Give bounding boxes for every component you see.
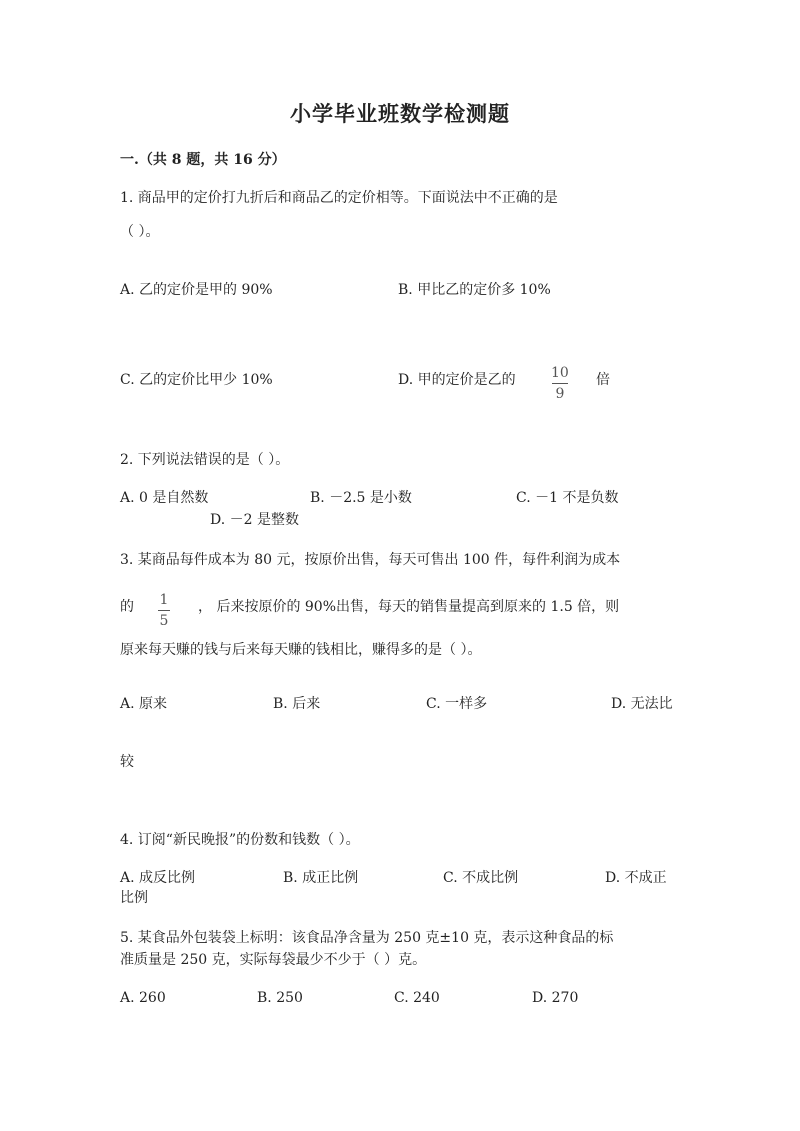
q4-option-d-wrap: 比例	[120, 890, 148, 906]
section-heading: 一.（共 8 题，共 16 分）	[120, 152, 286, 168]
q5-stem-line2: 准质量是 250 克，实际每袋最少不少于（ ）克。	[120, 952, 427, 968]
q3-fraction	[158, 592, 170, 629]
q1-option-b: B. 甲比乙的定价多 10%	[398, 282, 551, 298]
q4-option-d: D. 不成正	[605, 870, 667, 886]
q5-stem-line1: 5. 某食品外包装袋上标明：该食品净含量为 250 克±10 克，表示这种食品的标	[120, 930, 614, 946]
q3-option-b: B. 后来	[273, 696, 321, 712]
q3-stem-prefix: 的	[120, 599, 134, 615]
q3-option-d-wrap: 较	[120, 754, 134, 770]
fraction-denominator: 5	[159, 613, 169, 629]
fraction-denominator: 9	[555, 386, 565, 402]
q2-option-b: B. －2.5 是小数	[310, 490, 412, 506]
q1-option-d-fraction	[551, 365, 569, 402]
q2-option-a: A. 0 是自然数	[120, 490, 209, 506]
q5-option-c: C. 240	[394, 990, 440, 1006]
q4-option-b: B. 成正比例	[283, 870, 359, 886]
q1-stem-line1: 1. 商品甲的定价打九折后和商品乙的定价相等。下面说法中不正确的是	[120, 190, 558, 206]
q3-option-c: C. 一样多	[426, 696, 488, 712]
q1-option-c: C. 乙的定价比甲少 10%	[120, 372, 273, 388]
q5-option-b: B. 250	[257, 990, 303, 1006]
q3-stem-line2: ， 后来按原价的 90%出售，每天的销售量提高到原来的 1.5 倍，则	[198, 599, 620, 615]
q4-option-c: C. 不成比例	[443, 870, 519, 886]
q3-option-d: D. 无法比	[611, 696, 673, 712]
q3-option-a: A. 原来	[120, 696, 168, 712]
q2-option-d: D. －2 是整数	[210, 512, 299, 528]
page-title: 小学毕业班数学检测题	[290, 101, 510, 126]
q5-option-d: D. 270	[532, 990, 579, 1006]
fraction-numerator: 10	[551, 365, 569, 381]
q1-stem-line2: （ ）。	[120, 224, 160, 240]
q5-option-a: A. 260	[120, 990, 166, 1006]
q1-option-d-suffix: 倍	[596, 372, 610, 388]
fraction-bar	[552, 383, 568, 384]
fraction-numerator: 1	[159, 592, 169, 608]
fraction-bar	[158, 610, 170, 611]
q4-stem: 4. 订阅“新民晚报”的份数和钱数（ ）。	[120, 832, 360, 848]
q2-option-c: C. －1 不是负数	[516, 490, 619, 506]
q3-stem-line3: 原来每天赚的钱与后来每天赚的钱相比，赚得多的是（ ）。	[120, 642, 482, 658]
q1-option-d-prefix: D. 甲的定价是乙的	[398, 372, 516, 388]
q2-stem: 2. 下列说法错误的是（ ）。	[120, 452, 290, 468]
q4-option-a: A. 成反比例	[120, 870, 196, 886]
q1-option-a: A. 乙的定价是甲的 90%	[120, 282, 273, 298]
q3-stem-line1: 3. 某商品每件成本为 80 元，按原价出售，每天可售出 100 件，每件利润为成本	[120, 552, 621, 568]
